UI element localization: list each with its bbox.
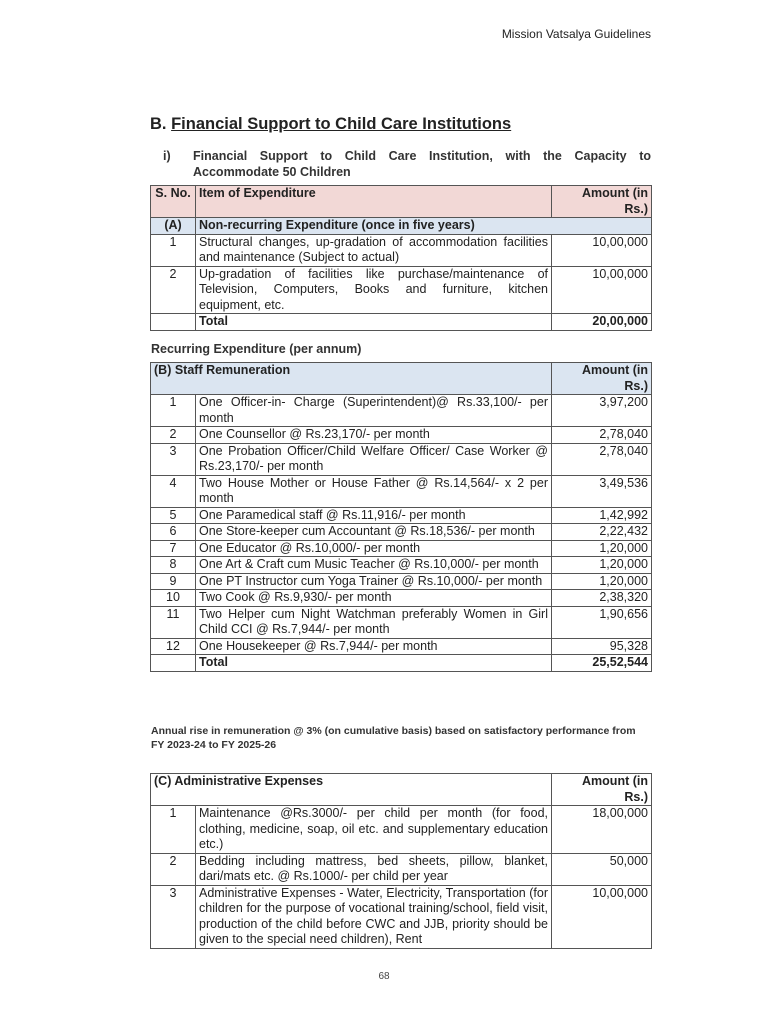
row-amount: 2,22,432 [552, 524, 652, 541]
staff-remuneration-table [150, 362, 652, 672]
empty-cell [151, 655, 196, 672]
table-row [151, 266, 652, 314]
table-header-row [151, 186, 652, 218]
group-row-c [151, 774, 652, 806]
row-amount: 95,328 [552, 638, 652, 655]
table-row [151, 806, 652, 854]
row-sno: 10 [151, 590, 196, 607]
row-amount: 10,00,000 [552, 266, 652, 314]
row-amount: 1,20,000 [552, 540, 652, 557]
table-row [151, 507, 652, 524]
row-amount: 3,49,536 [552, 475, 652, 507]
recurring-label: Recurring Expenditure (per annum) [151, 342, 362, 356]
total-amount: 25,52,544 [552, 655, 652, 672]
row-sno: 1 [151, 234, 196, 266]
subsection-heading [163, 148, 651, 180]
table-row [151, 234, 652, 266]
row-item: Maintenance @Rs.3000/- per child per month (for food, clothing, medicine, soap, oil etc. and supplementary education etc.) [196, 806, 552, 854]
row-sno: 5 [151, 507, 196, 524]
row-amount: 18,00,000 [552, 806, 652, 854]
row-item: Up-gradation of facilities like purchase/maintenance of Television, Computers, Books and furniture, kitchen equipment, etc. [196, 266, 552, 314]
table-row [151, 427, 652, 444]
row-item: One Housekeeper @ Rs.7,944/- per month [196, 638, 552, 655]
table-row [151, 573, 652, 590]
group-title: Non-recurring Expenditure (once in five years) [196, 218, 652, 235]
table-row [151, 524, 652, 541]
table-row [151, 853, 652, 885]
row-item: Structural changes, up-gradation of accommodation facilities and maintenance (Subject to actual) [196, 234, 552, 266]
col-amount: Amount (in Rs.) [552, 363, 652, 395]
row-amount: 1,90,656 [552, 606, 652, 638]
section-letter: B. [150, 115, 167, 133]
table-row [151, 443, 652, 475]
row-amount: 1,20,000 [552, 557, 652, 574]
row-amount: 50,000 [552, 853, 652, 885]
empty-cell [151, 314, 196, 331]
row-item: One Art & Craft cum Music Teacher @ Rs.10,000/- per month [196, 557, 552, 574]
row-item: One PT Instructor cum Yoga Trainer @ Rs.10,000/- per month [196, 573, 552, 590]
table-row [151, 885, 652, 948]
table-row [151, 395, 652, 427]
non-recurring-table [150, 185, 652, 331]
table-row [151, 590, 652, 607]
col-amount: Amount (in Rs.) [552, 774, 652, 806]
row-sno: 4 [151, 475, 196, 507]
row-sno: 12 [151, 638, 196, 655]
page-number: 68 [378, 971, 390, 982]
group-code: (A) [151, 218, 196, 235]
row-sno: 2 [151, 266, 196, 314]
row-amount: 2,38,320 [552, 590, 652, 607]
row-item: Two Cook @ Rs.9,930/- per month [196, 590, 552, 607]
col-item: Item of Expenditure [196, 186, 552, 218]
running-header: Mission Vatsalya Guidelines [501, 27, 651, 41]
row-item: One Officer-in- Charge (Superintendent)@ Rs.33,100/- per month [196, 395, 552, 427]
row-amount: 10,00,000 [552, 234, 652, 266]
row-item: One Paramedical staff @ Rs.11,916/- per month [196, 507, 552, 524]
row-sno: 3 [151, 443, 196, 475]
row-amount: 2,78,040 [552, 427, 652, 444]
remuneration-note: Annual rise in remuneration @ 3% (on cumulative basis) based on satisfactory performance from FY 2023-24 to FY 2025-26 [151, 725, 636, 751]
total-label: Total [196, 655, 552, 672]
table-row [151, 606, 652, 638]
col-amount: Amount (in Rs.) [552, 186, 652, 218]
section-title [150, 115, 511, 134]
row-item: Administrative Expenses - Water, Electricity, Transportation (for children for the purpose of vocational training/school, field visit, production of the child before CWC and JJB, priority should be given to the special need children), Rent [196, 885, 552, 948]
total-amount: 20,00,000 [552, 314, 652, 331]
row-sno: 9 [151, 573, 196, 590]
row-sno: 3 [151, 885, 196, 948]
total-row [151, 655, 652, 672]
row-sno: 8 [151, 557, 196, 574]
row-sno: 7 [151, 540, 196, 557]
subsection-number: i) [163, 149, 171, 163]
row-amount: 1,20,000 [552, 573, 652, 590]
row-sno: 1 [151, 395, 196, 427]
administrative-expenses-table [150, 773, 652, 949]
row-item: One Educator @ Rs.10,000/- per month [196, 540, 552, 557]
row-item: One Store-keeper cum Accountant @ Rs.18,536/- per month [196, 524, 552, 541]
row-item: Two House Mother or House Father @ Rs.14,564/- x 2 per month [196, 475, 552, 507]
row-item: Two Helper cum Night Watchman preferably Women in Girl Child CCI @ Rs.7,944/- per month [196, 606, 552, 638]
row-sno: 1 [151, 806, 196, 854]
group-row-a [151, 218, 652, 235]
row-sno: 2 [151, 853, 196, 885]
group-row-b [151, 363, 652, 395]
row-amount: 3,97,200 [552, 395, 652, 427]
section-title-text: Financial Support to Child Care Institutions [171, 115, 512, 133]
total-label: Total [196, 314, 552, 331]
row-amount: 2,78,040 [552, 443, 652, 475]
group-title: (C) Administrative Expenses [151, 774, 552, 806]
row-item: One Counsellor @ Rs.23,170/- per month [196, 427, 552, 444]
subsection-title: Financial Support to Child Care Institution, with the Capacity to Accommodate 50 Children [193, 149, 651, 179]
row-sno: 6 [151, 524, 196, 541]
row-sno: 2 [151, 427, 196, 444]
table-row [151, 638, 652, 655]
table-row [151, 540, 652, 557]
table-row [151, 475, 652, 507]
row-amount: 10,00,000 [552, 885, 652, 948]
row-item: Bedding including mattress, bed sheets, pillow, blanket, dari/mats etc. @ Rs.1000/- per child per year [196, 853, 552, 885]
row-sno: 11 [151, 606, 196, 638]
group-title: (B) Staff Remuneration [151, 363, 552, 395]
total-row [151, 314, 652, 331]
table-row [151, 557, 652, 574]
row-amount: 1,42,992 [552, 507, 652, 524]
col-sno: S. No. [151, 186, 196, 218]
row-item: One Probation Officer/Child Welfare Officer/ Case Worker @ Rs.23,170/- per month [196, 443, 552, 475]
